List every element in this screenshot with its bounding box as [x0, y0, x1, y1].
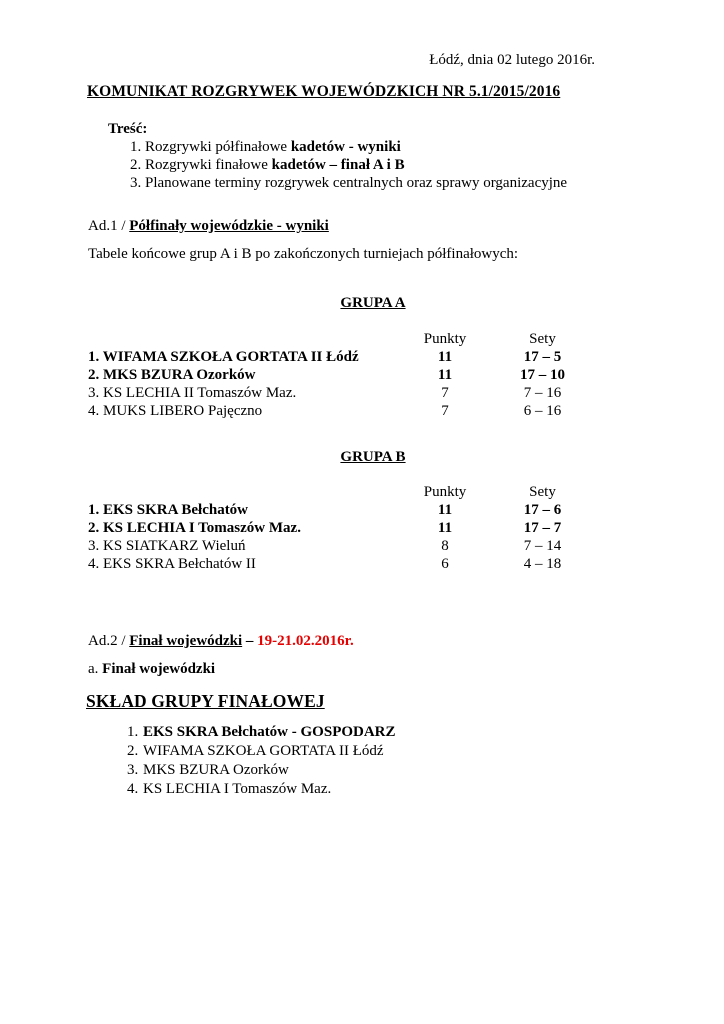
group-b-table	[88, 483, 598, 573]
toc-item	[130, 175, 567, 192]
team-name: 3. KS SIATKARZ Wieluń	[88, 538, 246, 554]
team-points: 11	[437, 367, 453, 383]
final-item-number: 3.	[127, 762, 139, 778]
team-sets: 17 – 7	[523, 520, 562, 536]
team-name: 3. KS LECHIA II Tomaszów Maz.	[88, 385, 297, 401]
table-row	[88, 555, 598, 573]
final-list-item	[127, 762, 289, 779]
table-row	[88, 366, 598, 384]
section1-heading	[88, 218, 329, 235]
table-row	[88, 348, 598, 366]
toc-item	[130, 139, 401, 156]
team-sets: 7 – 14	[523, 538, 562, 554]
team-name: 1. EKS SKRA Bełchatów	[88, 502, 249, 518]
date-line: Łódź, dnia 02 lutego 2016r.	[429, 52, 595, 68]
team-points: 6	[441, 556, 449, 572]
group-a-title: GRUPA A	[340, 295, 406, 311]
final-item-number: 2.	[127, 743, 139, 759]
header-spacer	[88, 330, 400, 348]
final-date: 19-21.02.2016r.	[257, 633, 354, 649]
team-points: 8	[441, 538, 449, 554]
toc-item-text: Planowane terminy rozgrywek centralnych oraz sprawy organizacyjne	[145, 175, 568, 191]
final-item-number: 1.	[127, 724, 139, 740]
table-row	[88, 519, 598, 537]
subheading-prefix: a.	[88, 661, 103, 677]
team-points: 11	[437, 349, 453, 365]
section2-heading	[88, 633, 354, 650]
toc-item-number: 2.	[130, 157, 142, 173]
group-a-table	[88, 330, 598, 420]
table-row	[88, 537, 598, 555]
table-row	[88, 402, 598, 420]
final-list-item	[127, 724, 396, 741]
toc-item-number: 3.	[130, 175, 142, 191]
section2-prefix: Ad.2 /	[88, 633, 130, 649]
section2-separator: –	[242, 633, 258, 649]
toc-item	[130, 157, 405, 174]
team-name: 4. MUKS LIBERO Pajęczno	[88, 403, 263, 419]
team-name: 2. KS LECHIA I Tomaszów Maz.	[88, 520, 301, 536]
final-item-text: EKS SKRA Bełchatów - GOSPODARZ	[143, 724, 396, 740]
toc-item-text: Rozgrywki finałowe	[145, 157, 272, 173]
group-b-title: GRUPA B	[340, 449, 406, 465]
toc-item-text-bold: kadetów – finał A i B	[271, 157, 405, 173]
toc-item-text-bold: kadetów - wyniki	[290, 139, 401, 155]
team-sets: 17 – 5	[523, 349, 562, 365]
column-header-sety: Sety	[529, 331, 556, 347]
table-row	[88, 384, 598, 402]
team-points: 7	[441, 385, 449, 401]
section1-intro: Tabele końcowe grup A i B po zakończonych turniejach półfinałowych:	[88, 246, 519, 262]
toc-item-text: Rozgrywki półfinałowe	[145, 139, 291, 155]
toc-item-number: 1.	[130, 139, 142, 155]
column-header-sety: Sety	[529, 484, 556, 500]
section2-title: Finał wojewódzki	[129, 633, 243, 649]
team-sets: 17 – 10	[520, 367, 565, 383]
final-item-text: KS LECHIA I Tomaszów Maz.	[143, 781, 332, 797]
final-group-heading: SKŁAD GRUPY FINAŁOWEJ	[86, 691, 325, 711]
column-header-punkty: Punkty	[423, 331, 467, 347]
team-points: 11	[437, 520, 453, 536]
final-item-number: 4.	[127, 781, 139, 797]
subheading-text: Finał wojewódzki	[102, 661, 216, 677]
section1-title: Półfinały wojewódzkie - wyniki	[129, 218, 329, 234]
team-sets: 6 – 16	[523, 403, 562, 419]
team-sets: 7 – 16	[523, 385, 562, 401]
table-header-row	[88, 330, 598, 348]
table-header-row	[88, 483, 598, 501]
table-row	[88, 501, 598, 519]
header-spacer	[88, 483, 400, 501]
section2-subheading	[88, 661, 215, 678]
final-item-text: WIFAMA SZKOŁA GORTATA II Łódź	[143, 743, 384, 759]
section1-prefix: Ad.1 /	[88, 218, 130, 234]
toc-label: Treść:	[108, 121, 148, 137]
final-list-item	[127, 781, 331, 798]
team-name: 2. MKS BZURA Ozorków	[88, 367, 256, 383]
team-name: 4. EKS SKRA Bełchatów II	[88, 556, 256, 572]
team-sets: 4 – 18	[523, 556, 562, 572]
final-list-item	[127, 743, 384, 760]
team-points: 7	[441, 403, 449, 419]
team-sets: 17 – 6	[523, 502, 562, 518]
column-header-punkty: Punkty	[423, 484, 467, 500]
document-title: KOMUNIKAT ROZGRYWEK WOJEWÓDZKICH NR 5.1/2015/2016	[87, 83, 561, 100]
team-points: 11	[437, 502, 453, 518]
final-item-text: MKS BZURA Ozorków	[143, 762, 289, 778]
team-name: 1. WIFAMA SZKOŁA GORTATA II Łódź	[88, 349, 359, 365]
